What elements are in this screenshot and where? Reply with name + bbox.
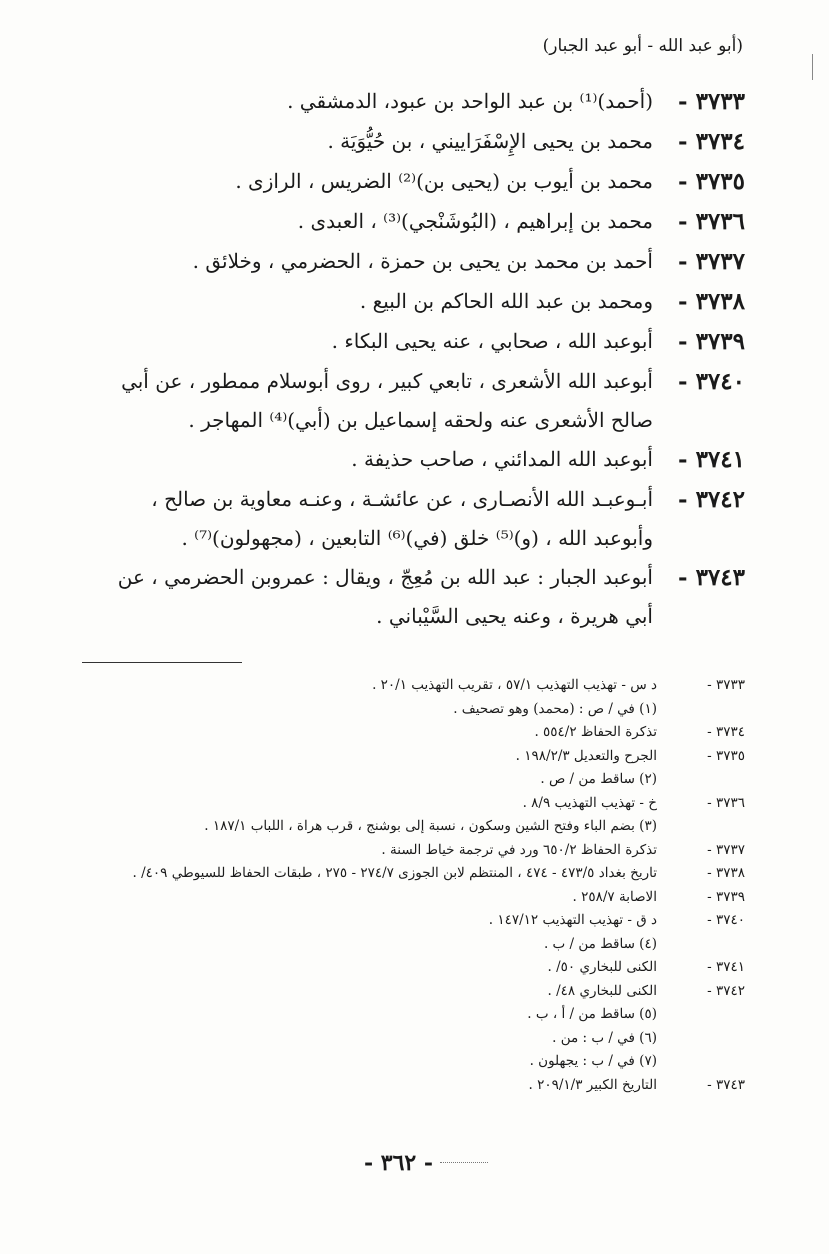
entries-list — [100, 82, 745, 636]
page-number: - ٣٦٢ - — [364, 1150, 434, 1176]
footnote-text: تاريخ بغداد ٤٧٣/٥ - ٤٧٤ ، المنتظم لابن الجوزى ٢٧٤/٧ - ٢٧٥ ، طبقات الحفاظ للسيوطي ٤٠٩/ . — [132, 865, 657, 881]
entry-3738 — [100, 282, 745, 322]
footnote-number: ٣٧٤١ - — [707, 959, 745, 975]
footnote-text: (٥) ساقط من / أ ، ب . — [527, 1006, 657, 1022]
entry-number: ٣٧٣٣ - — [678, 88, 745, 115]
entry-number: ٣٧٣٩ - — [678, 328, 745, 355]
footnote-text: الجرح والتعديل ١٩٨/٢/٣ . — [515, 747, 657, 764]
footnote-number: ٣٧٣٧ - — [707, 841, 745, 858]
footnote-text: (٢) ساقط من / ص . — [540, 771, 657, 787]
entry-3735 — [100, 162, 745, 202]
footnote — [85, 980, 745, 1004]
footnote — [85, 1074, 745, 1098]
page-number-underline — [440, 1162, 488, 1163]
footnote-text: (١) في / ص : (محمد) وهو تصحيف . — [453, 700, 657, 717]
entry-number: ٣٧٤٢ - — [678, 486, 745, 513]
footnote-number: ٣٧٤٠ - — [707, 912, 745, 928]
footnote — [85, 721, 745, 745]
entry-number: ٣٧٤٣ - — [678, 564, 745, 591]
footnote-separator — [82, 662, 242, 663]
footnote-text: د س - تهذيب التهذيب ٥٧/١ ، تقريب التهذيب ٢٠/١ . — [372, 677, 657, 693]
footnote-text: خ - تهذيب التهذيب ٨/٩ . — [522, 794, 657, 811]
footnote-number: ٣٧٣٣ - — [707, 677, 745, 693]
footnote-text: تذكرة الحفاظ ٦٥٠/٢ ورد في ترجمة خياط السنة . — [381, 841, 657, 858]
entry-3743 — [100, 558, 745, 636]
entry-3737 — [100, 242, 745, 282]
entry-text: محمد بن يحيى الإِسْفَرَاييني ، بن حُيُّوَيَة . — [327, 129, 653, 153]
footnote-text: (٤) ساقط من / ب . — [543, 935, 657, 952]
footnote-text: الكنى للبخاري ٥٠/ . — [547, 959, 657, 975]
entry-text: أبوعبد الجبار : عبد الله بن مُعِجّ ، ويقال : عمروبن الحضرمي ، عن أبي هريرة ، وعنه يحيى السَّيْباني . — [117, 565, 653, 628]
entry-text: أبوعبد الله الأشعرى ، تابعي كبير ، روى أبوسلام ممطور ، عن أبي صالح الأشعرى عنه ولحقه إسماعيل بن (أبي)⁽⁴⁾ المهاجر . — [121, 369, 653, 432]
entry-text: أبوعبد الله ، صحابي ، عنه يحيى البكاء . — [331, 329, 653, 353]
footnote — [85, 768, 745, 792]
entry-number: ٣٧٣٤ - — [678, 128, 745, 155]
entry-3739 — [100, 322, 745, 362]
footnote-text: الاصابة ٢٥٨/٧ . — [572, 888, 657, 905]
footnote-number: ٣٧٣٨ - — [707, 865, 745, 881]
footnote — [85, 1027, 745, 1051]
footnote-number: ٣٧٣٦ - — [707, 794, 745, 811]
footnote — [85, 674, 745, 698]
footnote-text: (٣) بضم الباء وفتح الشين وسكون ، نسبة إلى بوشنج ، قرب هراة ، اللباب ١٨٧/١ . — [204, 818, 657, 834]
footnote — [85, 745, 745, 769]
entry-text: أحمد بن محمد بن يحيى بن حمزة ، الحضرمي ، وخلائق . — [192, 249, 653, 273]
entry-3733 — [100, 82, 745, 122]
entry-3736 — [100, 202, 745, 242]
footnote-text: الكنى للبخاري ٤٨/ . — [547, 982, 657, 999]
footnote — [85, 886, 745, 910]
margin-mark — [812, 54, 813, 80]
footnote-text: تذكرة الحفاظ ٥٥٤/٢ . — [534, 724, 657, 740]
footnote-number: ٣٧٤٣ - — [707, 1076, 745, 1093]
entry-text: أبوعبد الله المدائني ، صاحب حذيفة . — [351, 447, 653, 471]
entry-3740 — [100, 362, 745, 440]
footnote-text: د ق - تهذيب التهذيب ١٤٧/١٢ . — [488, 912, 657, 928]
entry-3734 — [100, 122, 745, 162]
entry-text: أبـوعبـد الله الأنصـارى ، عن عائشـة ، وعنـه معاوية بن صالح ، وأبوعبد الله ، (و)⁽⁵⁾ خلق (في)⁽⁶⁾ التابعين ، (مجهولون)⁽⁷⁾ . — [151, 487, 653, 550]
entry-3741 — [100, 440, 745, 480]
footnote — [85, 815, 745, 839]
footnote-number: ٣٧٣٩ - — [707, 888, 745, 905]
footnote-number: ٣٧٤٢ - — [707, 982, 745, 999]
entry-text: ومحمد بن عبد الله الحاكم بن البيع . — [359, 289, 653, 313]
footnote — [85, 1050, 745, 1074]
footnote-number: ٣٧٣٥ - — [707, 747, 745, 764]
entry-number: ٣٧٣٧ - — [678, 248, 745, 275]
entry-number: ٣٧٤١ - — [678, 446, 745, 473]
footnote — [85, 698, 745, 722]
footnote-number: ٣٧٣٤ - — [707, 724, 745, 740]
footnote — [85, 862, 745, 886]
footnote-text: التاريخ الكبير ٢٠٩/١/٣ . — [528, 1076, 657, 1093]
entry-number: ٣٧٣٦ - — [678, 208, 745, 235]
footnote-text: (٦) في / ب : من . — [552, 1029, 657, 1046]
entry-text: محمد بن إبراهيم ، (البُوشَنْجي)⁽³⁾ ، العبدى . — [297, 209, 653, 233]
running-header: (أبو عبد الله - أبو عبد الجبار) — [542, 36, 743, 56]
footnote — [85, 1003, 745, 1027]
footnote — [85, 839, 745, 863]
entry-number: ٣٧٣٥ - — [678, 168, 745, 195]
entry-3742 — [100, 480, 745, 558]
footnote — [85, 909, 745, 933]
footnote — [85, 933, 745, 957]
footnotes-list — [85, 674, 745, 1097]
entry-text: محمد بن أيوب بن (يحيى بن)⁽²⁾ الضريس ، الرازى . — [235, 169, 653, 193]
entry-number: ٣٧٤٠ - — [678, 368, 745, 395]
entry-number: ٣٧٣٨ - — [678, 288, 745, 315]
footnote — [85, 792, 745, 816]
footnote-text: (٧) في / ب : يجهلون . — [529, 1053, 657, 1069]
entry-text: (أحمد)⁽¹⁾ بن عبد الواحد بن عبود، الدمشقي . — [287, 89, 653, 113]
footnote — [85, 956, 745, 980]
